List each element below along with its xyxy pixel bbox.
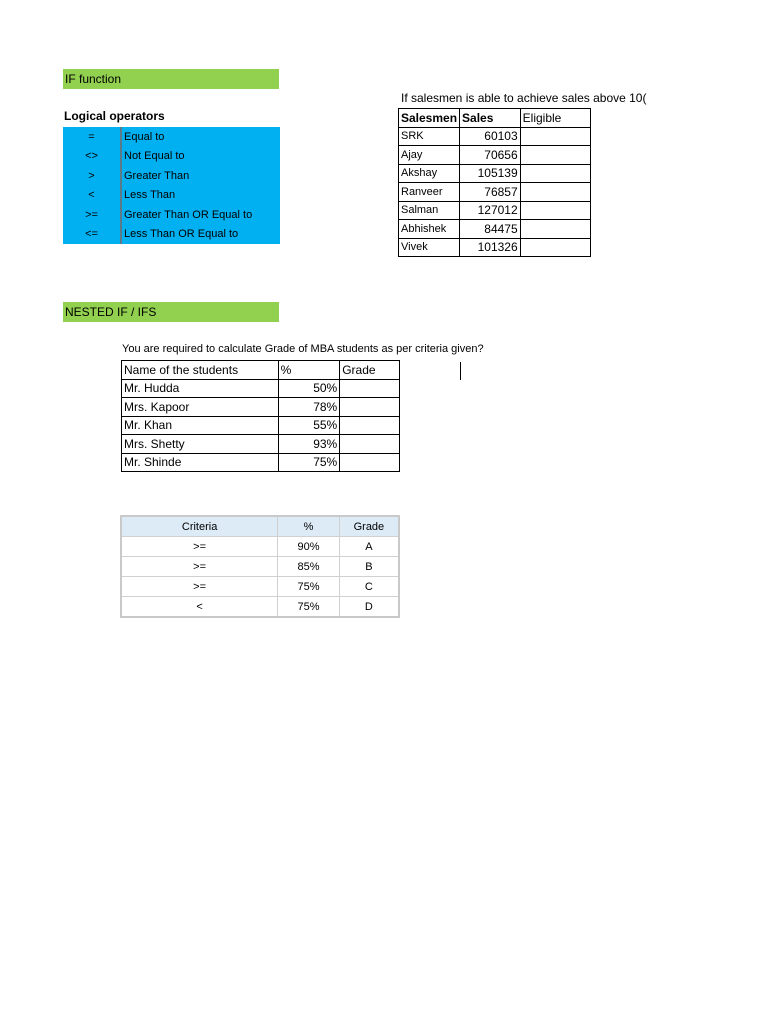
- sales-value[interactable]: 101326: [460, 238, 521, 257]
- eligible-cell[interactable]: [520, 238, 590, 257]
- criteria-percent[interactable]: 75%: [278, 597, 340, 618]
- operator-label[interactable]: Equal to: [121, 127, 280, 147]
- operator-row: [63, 186, 280, 206]
- header-salesmen[interactable]: Salesmen: [399, 109, 460, 128]
- criteria-percent[interactable]: 75%: [278, 577, 340, 597]
- header-student-name[interactable]: Name of the students: [122, 361, 279, 380]
- header-criteria-percent[interactable]: %: [278, 516, 340, 537]
- operator-label[interactable]: Less Than: [121, 186, 280, 206]
- logical-operators-table: [63, 127, 280, 244]
- criteria-operator[interactable]: >=: [121, 557, 278, 577]
- if-function-header: IF function: [63, 69, 279, 89]
- table-row: [121, 537, 399, 557]
- table-row: [122, 416, 400, 435]
- student-name[interactable]: Mr. Hudda: [122, 379, 279, 398]
- criteria-grade[interactable]: B: [339, 557, 399, 577]
- grade-question: You are required to calculate Grade of MBA students as per criteria given?: [122, 343, 484, 355]
- operator-row: [63, 205, 280, 225]
- logical-operators-title: Logical operators: [64, 109, 165, 123]
- operator-row: [63, 225, 280, 245]
- sales-question: If salesmen is able to achieve sales above 10(: [401, 91, 647, 105]
- student-percent[interactable]: 50%: [278, 379, 340, 398]
- operator-label[interactable]: Not Equal to: [121, 147, 280, 167]
- student-name[interactable]: Mr. Shinde: [122, 453, 279, 472]
- students-header-row: [122, 361, 400, 380]
- table-row: [121, 597, 399, 618]
- student-grade[interactable]: [340, 453, 400, 472]
- eligible-cell[interactable]: [520, 164, 590, 183]
- criteria-grade[interactable]: A: [339, 537, 399, 557]
- student-grade[interactable]: [340, 398, 400, 417]
- students-table: [121, 360, 400, 472]
- operator-symbol[interactable]: =: [63, 127, 121, 147]
- text-cursor: [460, 362, 461, 380]
- criteria-percent[interactable]: 90%: [278, 537, 340, 557]
- table-row: [122, 379, 400, 398]
- operator-label[interactable]: Greater Than OR Equal to: [121, 205, 280, 225]
- table-row: [399, 127, 591, 146]
- student-percent[interactable]: 55%: [278, 416, 340, 435]
- criteria-percent[interactable]: 85%: [278, 557, 340, 577]
- student-grade[interactable]: [340, 416, 400, 435]
- table-row: [399, 238, 591, 257]
- eligible-cell[interactable]: [520, 220, 590, 239]
- table-row: [122, 398, 400, 417]
- header-sales[interactable]: Sales: [460, 109, 521, 128]
- table-row: [121, 577, 399, 597]
- sales-value[interactable]: 84475: [460, 220, 521, 239]
- criteria-operator[interactable]: <: [121, 597, 278, 618]
- criteria-operator[interactable]: >=: [121, 537, 278, 557]
- operator-label[interactable]: Greater Than: [121, 166, 280, 186]
- operator-symbol[interactable]: >: [63, 166, 121, 186]
- salesman-name[interactable]: SRK: [399, 127, 460, 146]
- table-row: [399, 183, 591, 202]
- student-percent[interactable]: 93%: [278, 435, 340, 454]
- sales-value[interactable]: 70656: [460, 146, 521, 165]
- header-percent[interactable]: %: [278, 361, 340, 380]
- student-name[interactable]: Mr. Khan: [122, 416, 279, 435]
- salesman-name[interactable]: Abhishek: [399, 220, 460, 239]
- sales-value[interactable]: 105139: [460, 164, 521, 183]
- header-criteria[interactable]: Criteria: [121, 516, 278, 537]
- student-name[interactable]: Mrs. Kapoor: [122, 398, 279, 417]
- operator-label[interactable]: Less Than OR Equal to: [121, 225, 280, 245]
- student-percent[interactable]: 75%: [278, 453, 340, 472]
- table-row: [122, 435, 400, 454]
- header-grade[interactable]: Grade: [340, 361, 400, 380]
- operator-symbol[interactable]: <>: [63, 147, 121, 167]
- operator-symbol[interactable]: <: [63, 186, 121, 206]
- table-row: [122, 453, 400, 472]
- operator-row: [63, 127, 280, 147]
- student-grade[interactable]: [340, 435, 400, 454]
- criteria-grade[interactable]: C: [339, 577, 399, 597]
- table-row: [399, 146, 591, 165]
- sales-header-row: [399, 109, 591, 128]
- header-eligible[interactable]: Eligible: [520, 109, 590, 128]
- table-row: [399, 220, 591, 239]
- table-row: [399, 164, 591, 183]
- criteria-grade[interactable]: D: [339, 597, 399, 618]
- eligible-cell[interactable]: [520, 146, 590, 165]
- eligible-cell[interactable]: [520, 127, 590, 146]
- table-row: [121, 557, 399, 577]
- table-row: [399, 201, 591, 220]
- salesman-name[interactable]: Vivek: [399, 238, 460, 257]
- salesman-name[interactable]: Akshay: [399, 164, 460, 183]
- header-criteria-grade[interactable]: Grade: [339, 516, 399, 537]
- operator-symbol[interactable]: >=: [63, 205, 121, 225]
- criteria-table: [120, 515, 400, 618]
- operator-row: [63, 166, 280, 186]
- salesman-name[interactable]: Ranveer: [399, 183, 460, 202]
- nested-if-header: NESTED IF / IFS: [63, 302, 279, 322]
- student-percent[interactable]: 78%: [278, 398, 340, 417]
- salesman-name[interactable]: Ajay: [399, 146, 460, 165]
- eligible-cell[interactable]: [520, 201, 590, 220]
- criteria-operator[interactable]: >=: [121, 577, 278, 597]
- eligible-cell[interactable]: [520, 183, 590, 202]
- salesman-name[interactable]: Salman: [399, 201, 460, 220]
- sales-value[interactable]: 60103: [460, 127, 521, 146]
- sales-value[interactable]: 127012: [460, 201, 521, 220]
- student-grade[interactable]: [340, 379, 400, 398]
- operator-row: [63, 147, 280, 167]
- sales-value[interactable]: 76857: [460, 183, 521, 202]
- operator-symbol[interactable]: <=: [63, 225, 121, 245]
- sales-table: [398, 108, 591, 257]
- student-name[interactable]: Mrs. Shetty: [122, 435, 279, 454]
- criteria-header-row: [121, 516, 399, 537]
